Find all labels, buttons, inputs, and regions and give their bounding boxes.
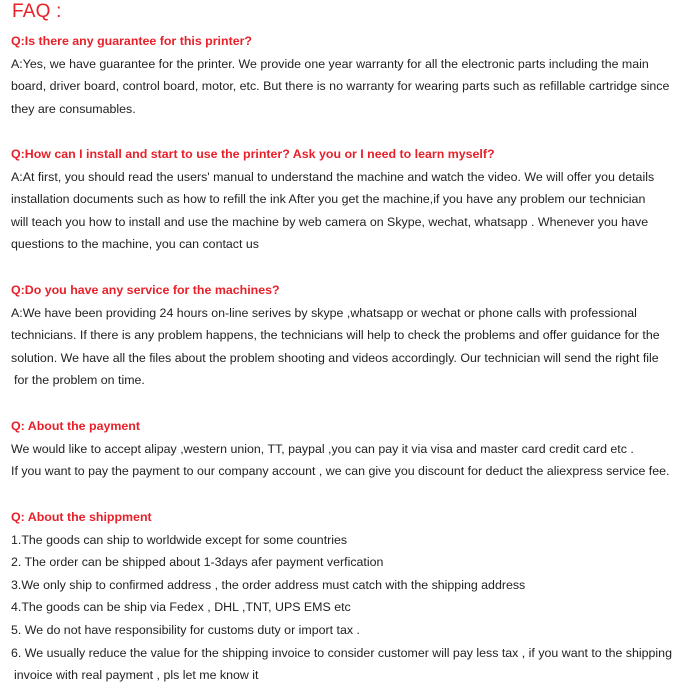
faq-answer-line: 4.The goods can be ship via Fedex , DHL ,TNT, UPS EMS etc <box>11 600 351 615</box>
faq-answer-line: they are consumables. <box>11 101 136 116</box>
faq-answer-line: 1.The goods can ship to worldwide except for some countries <box>11 532 348 547</box>
faq-answer-line: If you want to pay the payment to our company account , we can give you discount for deduct the aliexpress service fee. <box>11 464 670 479</box>
faq-section-shippment <box>11 506 686 687</box>
faq-answer-line: for the problem on time. <box>14 373 145 388</box>
faq-answer-line: installation documents such as how to refill the ink After you get the machine,if you have any problem our technician <box>11 192 646 207</box>
faq-section-service <box>11 279 686 392</box>
faq-question: Q:Is there any guarantee for this printer? <box>11 34 252 48</box>
faq-answer-line: A:At first, you should read the users' manual to understand the machine and watch the video. We will offer you details <box>11 169 655 184</box>
faq-question: Q: About the shippment <box>11 510 152 524</box>
faq-answer-line: invoice with real payment , pls let me know it <box>14 668 259 683</box>
faq-answer-line: technicians. If there is any problem happens, the technicians will help to check the problems and offer guidance for the <box>11 328 660 343</box>
faq-answer-line: 6. We usually reduce the value for the shipping invoice to consider customer will pay less tax , if you want to the shipping <box>11 645 672 660</box>
faq-section-install <box>11 143 686 256</box>
faq-answer-line: questions to the machine, you can contact us <box>11 237 259 252</box>
faq-question: Q: About the payment <box>11 419 140 433</box>
faq-answer-line: We would like to accept alipay ,western union, TT, paypal ,you can pay it via visa and master card credit card etc . <box>11 441 634 456</box>
faq-question: Q:Do you have any service for the machines? <box>11 283 280 297</box>
faq-question: Q:How can I install and start to use the printer? Ask you or I need to learn myself? <box>11 147 495 161</box>
faq-answer-line: 3.We only ship to confirmed address , the order address must catch with the shipping address <box>11 577 526 592</box>
faq-answer-line: 5. We do not have responsibility for customs duty or import tax . <box>11 622 360 637</box>
page-title: FAQ : <box>12 1 62 22</box>
faq-answer-line: will teach you how to install and use the machine by web camera on Skype, wechat, whatsapp . Whenever you have <box>11 214 649 229</box>
faq-answer-line: A:We have been providing 24 hours on-line serives by skype ,whatsapp or wechat or phone calls with professional <box>11 305 637 320</box>
faq-section-payment <box>11 415 686 483</box>
faq-answer-line: solution. We have all the files about the problem shooting and videos accordingly. Our technician will send the right file <box>11 350 659 365</box>
faq-answer-line: 2. The order can be shipped about 1-3days afer payment verfication <box>11 555 384 570</box>
faq-section-guarantee <box>11 30 686 120</box>
faq-answer-line: board, driver board, control board, motor, etc. But there is no warranty for wearing parts such as refillable cartridge since <box>11 79 670 94</box>
faq-answer-line: A:Yes, we have guarantee for the printer. We provide one year warranty for all the electronic parts including the main <box>11 56 649 71</box>
